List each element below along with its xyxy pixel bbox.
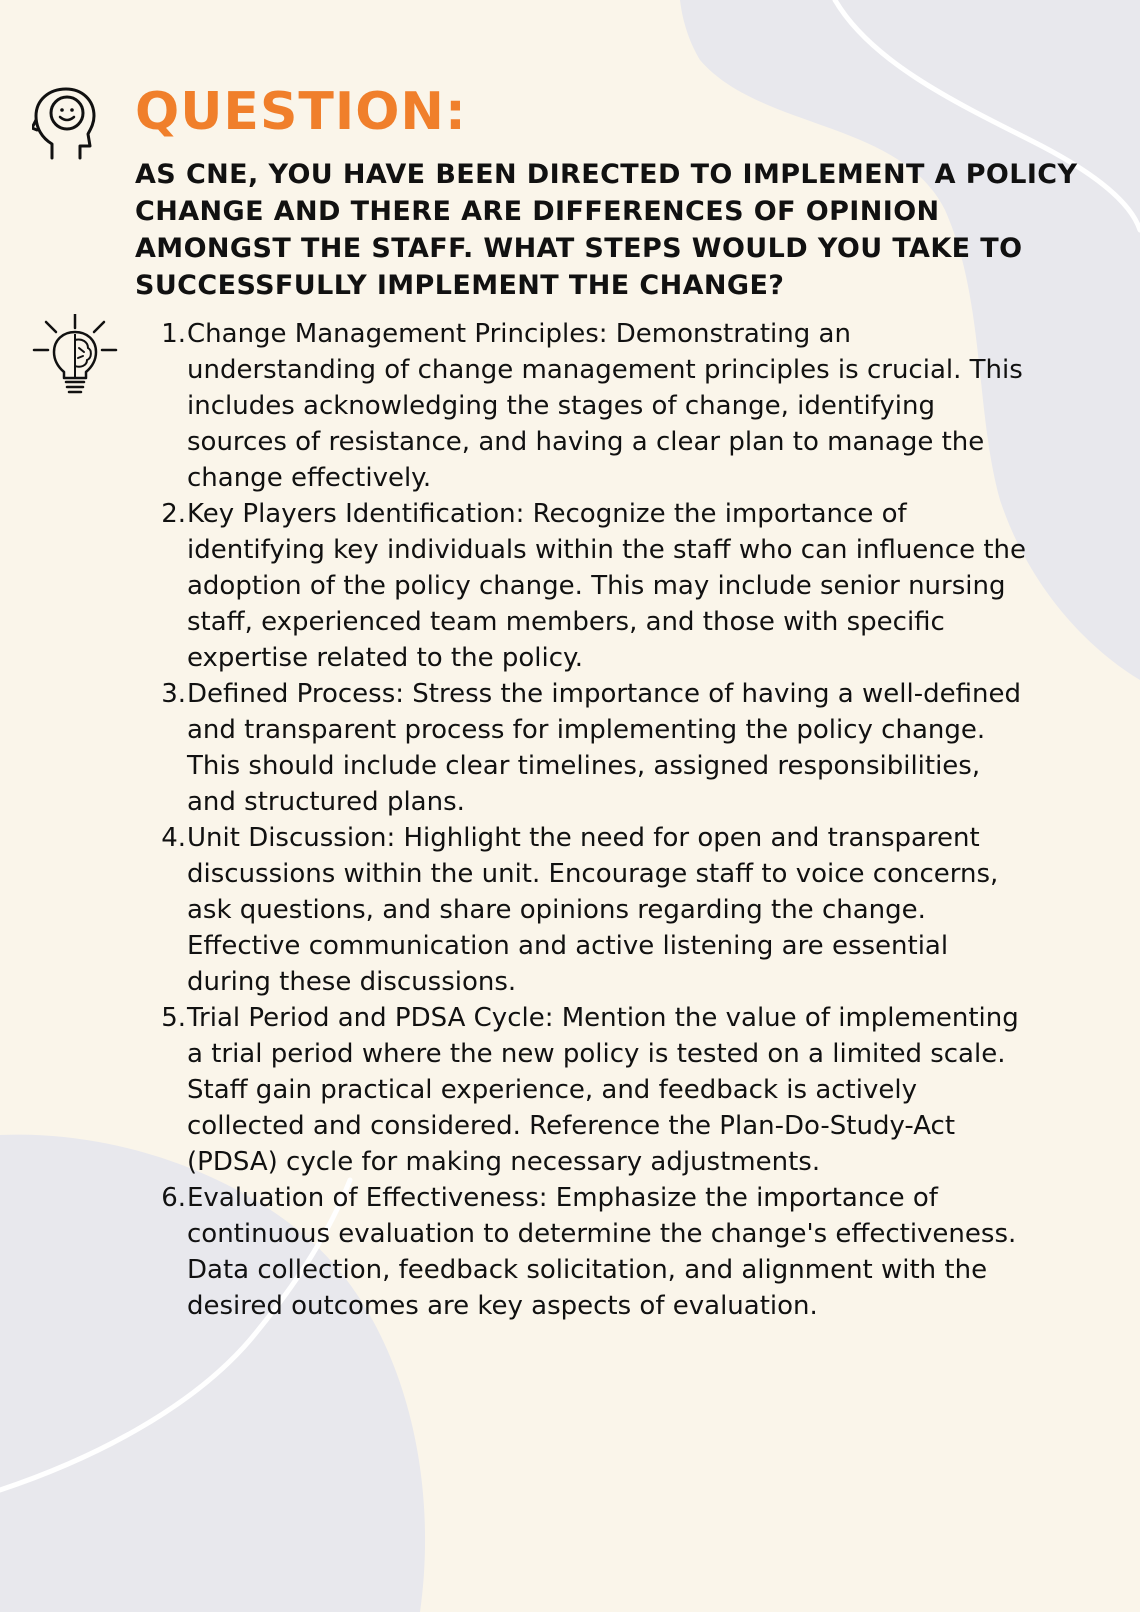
answer-list — [150, 316, 1030, 1324]
list-item-text: Unit Discussion: Highlight the need for open and transparent discussions within the unit. Encourage staff to voice concerns, ask questions, and share opinions regarding the change. Effective communication and active listening are essential during these discussions. — [187, 823, 999, 997]
list-item-text: Key Players Identification: Recognize the importance of identifying key individuals within the staff who can influence the adoption of the policy change. This may include senior nursing staff, experienced team members, and those with specific expertise related to the policy. — [187, 499, 1026, 673]
list-item — [150, 676, 1030, 820]
list-item — [150, 820, 1030, 1000]
list-item — [150, 1000, 1030, 1180]
smiling-head-icon — [32, 86, 98, 160]
question-title: QUESTION: — [135, 82, 467, 142]
list-item — [150, 1180, 1030, 1324]
question-text: AS CNE, YOU HAVE BEEN DIRECTED TO IMPLEMENT A POLICY CHANGE AND THERE ARE DIFFERENCES OF OPINION AMONGST THE STAFF. WHAT STEPS WOULD YOU TAKE TO SUCCESSFULLY IMPLEMENT THE CHANGE? — [135, 159, 1078, 301]
list-item-text: Defined Process: Stress the importance of having a well-defined and transparent process for implementing the policy change. This should include clear timelines, assigned responsibilities, and structured plans. — [187, 679, 1021, 817]
list-item-text: Change Management Principles: Demonstrating an understanding of change management principles is crucial. This includes acknowledging the stages of change, identifying sources of resistance, and having a clear plan to manage the change effectively. — [187, 319, 1023, 493]
list-item-text: Trial Period and PDSA Cycle: Mention the value of implementing a trial period where the new policy is tested on a limited scale. Staff gain practical experience, and feedback is actively collected and considered. Reference the Plan-Do-Study-Act (PDSA) cycle for making necessary adjustments. — [187, 1003, 1019, 1177]
list-number: 4. — [161, 823, 186, 853]
list-item — [150, 316, 1030, 496]
list-number: 1. — [161, 319, 186, 349]
list-item — [150, 496, 1030, 676]
list-number: 3. — [161, 679, 186, 709]
list-item-text: Evaluation of Effectiveness: Emphasize the importance of continuous evaluation to determine the change's effectiveness. Data collection, feedback solicitation, and alignment with the desired outcomes are key aspects of evaluation. — [187, 1183, 1017, 1321]
list-number: 5. — [161, 1003, 186, 1033]
list-number: 6. — [161, 1183, 186, 1213]
list-number: 2. — [161, 499, 186, 529]
lightbulb-brain-icon — [30, 314, 120, 398]
